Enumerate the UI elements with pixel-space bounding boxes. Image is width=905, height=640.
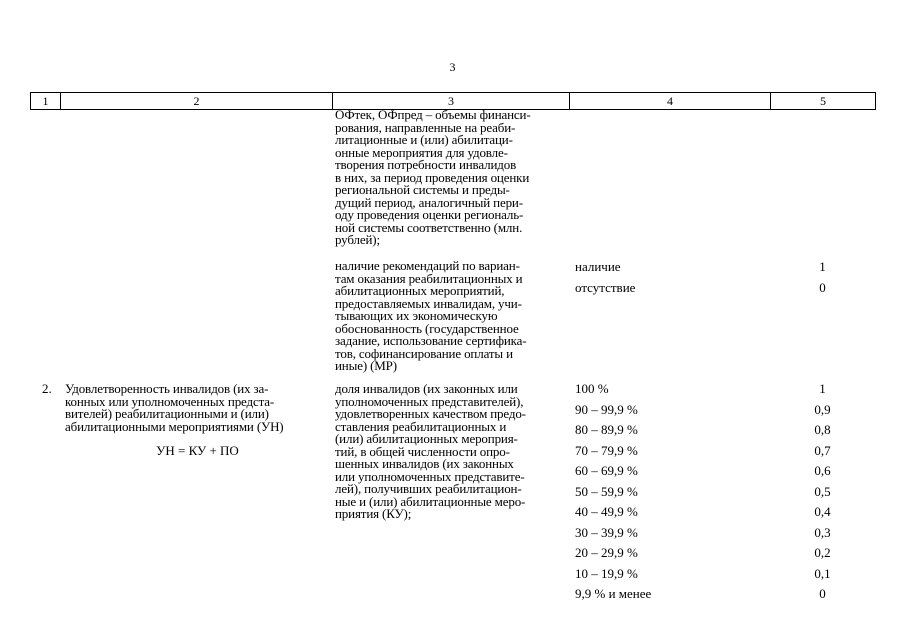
column-header-3: 3 [333, 93, 570, 110]
description-line: абилитационных мероприятий, [335, 283, 505, 298]
column-header-1: 1 [31, 93, 61, 110]
description-line: ставления реабилитационных и [335, 418, 507, 434]
score-value: 0,5 [814, 483, 831, 499]
description-line: ОФтек, ОФпред – объемы финанси- [335, 107, 531, 122]
row-number: 2. [42, 381, 52, 396]
grade-value: 70 – 79,9 % [575, 442, 638, 458]
grade-value: 9,9 % и менее [575, 586, 652, 601]
grade-value: 60 – 69,9 % [575, 463, 638, 478]
score-value: 0 [819, 279, 826, 295]
description-line: или уполномоченных представите- [335, 468, 525, 484]
recommendations-scores [780, 257, 865, 298]
score-value: 0,8 [814, 422, 831, 437]
description-line: удовлетворенных качеством предо- [335, 406, 526, 421]
description-line: ные и (или) абилитационные меро- [335, 493, 526, 509]
satisfaction-indicator-name [65, 383, 330, 433]
description-line: онные мероприятия для удовле- [335, 144, 508, 160]
description-line: тывающих их экономическую [335, 308, 498, 323]
grade-value: 30 – 39,9 % [575, 524, 638, 540]
description-line: предоставляемых инвалидам, учи- [335, 295, 522, 311]
indicator-line: Удовлетворенность инвалидов (их за- [65, 381, 269, 396]
satisfaction-formula: УН = КУ + ПО [156, 443, 239, 458]
description-line: доля инвалидов (их законных или [335, 381, 518, 396]
indicator-line: вителей) реабилитационными и (или) [65, 406, 269, 421]
recommendations-grades [575, 257, 695, 298]
satisfaction-scores [780, 379, 865, 605]
score-value: 0,1 [814, 565, 831, 581]
indicator-line: абилитационными мероприятиями (УН) [65, 418, 284, 434]
funding-volumes-description [335, 109, 567, 247]
description-line: рублей); [335, 232, 380, 247]
description-line: приятия (КУ); [335, 506, 412, 521]
description-line: ной системы соответственно (млн. [335, 219, 523, 235]
recommendations-description [335, 260, 567, 373]
description-line: дущий период, аналогичный пери- [335, 194, 523, 210]
score-value: 0 [819, 586, 826, 601]
satisfaction-grades [575, 379, 695, 605]
description-line: шенных инвалидов (их законных [335, 456, 514, 471]
description-line: в них, за период проведения оценки [335, 169, 530, 185]
description-line: обоснованность (государственное [335, 320, 519, 336]
grade-value: 50 – 59,9 % [575, 483, 638, 499]
column-header-5: 5 [771, 93, 876, 110]
description-line: творения потребности инвалидов [335, 157, 517, 172]
description-line: наличие рекомендаций по вариан- [335, 258, 520, 273]
score-value: 1 [819, 259, 826, 274]
description-line: уполномоченных представителей), [335, 393, 524, 409]
score-value: 0,3 [814, 524, 831, 540]
grade-value: 20 – 29,9 % [575, 545, 638, 560]
grade-value: отсутствие [575, 279, 636, 295]
score-value: 0,6 [814, 463, 831, 478]
score-value: 0,2 [814, 545, 831, 560]
description-line: оду проведения оценки региональ- [335, 207, 524, 222]
description-line: лей), получивших реабилитацион- [335, 481, 522, 496]
score-value: 0,4 [814, 504, 831, 519]
grade-value: 80 – 89,9 % [575, 422, 638, 437]
description-line: региональной системы и преды- [335, 182, 510, 197]
score-value: 1 [819, 381, 826, 396]
description-line: рования, направленные на реаби- [335, 119, 516, 135]
indicator-line: конных или уполномоченных предста- [65, 393, 275, 409]
grade-value: 10 – 19,9 % [575, 565, 638, 581]
description-line: тий, в общей численности опро- [335, 443, 510, 459]
description-line: (или) абилитационных мероприя- [335, 431, 518, 446]
description-line: задание, использование сертифика- [335, 333, 527, 348]
score-value: 0,9 [814, 401, 831, 417]
description-line: там оказания реабилитационных и [335, 270, 523, 286]
description-line: литационные и (или) абилитаци- [335, 132, 513, 147]
score-value: 0,7 [814, 442, 831, 458]
grade-value: 40 – 49,9 % [575, 504, 638, 519]
column-header-2: 2 [61, 93, 333, 110]
description-line: иные) (МР) [335, 358, 397, 373]
column-header-4: 4 [570, 93, 771, 110]
grade-value: наличие [575, 259, 621, 274]
page-number: 3 [449, 60, 456, 74]
grade-value: 90 – 99,9 % [575, 401, 638, 417]
satisfaction-description [335, 383, 567, 521]
grade-value: 100 % [575, 381, 609, 396]
description-line: тов, софинансирование оплаты и [335, 345, 513, 361]
